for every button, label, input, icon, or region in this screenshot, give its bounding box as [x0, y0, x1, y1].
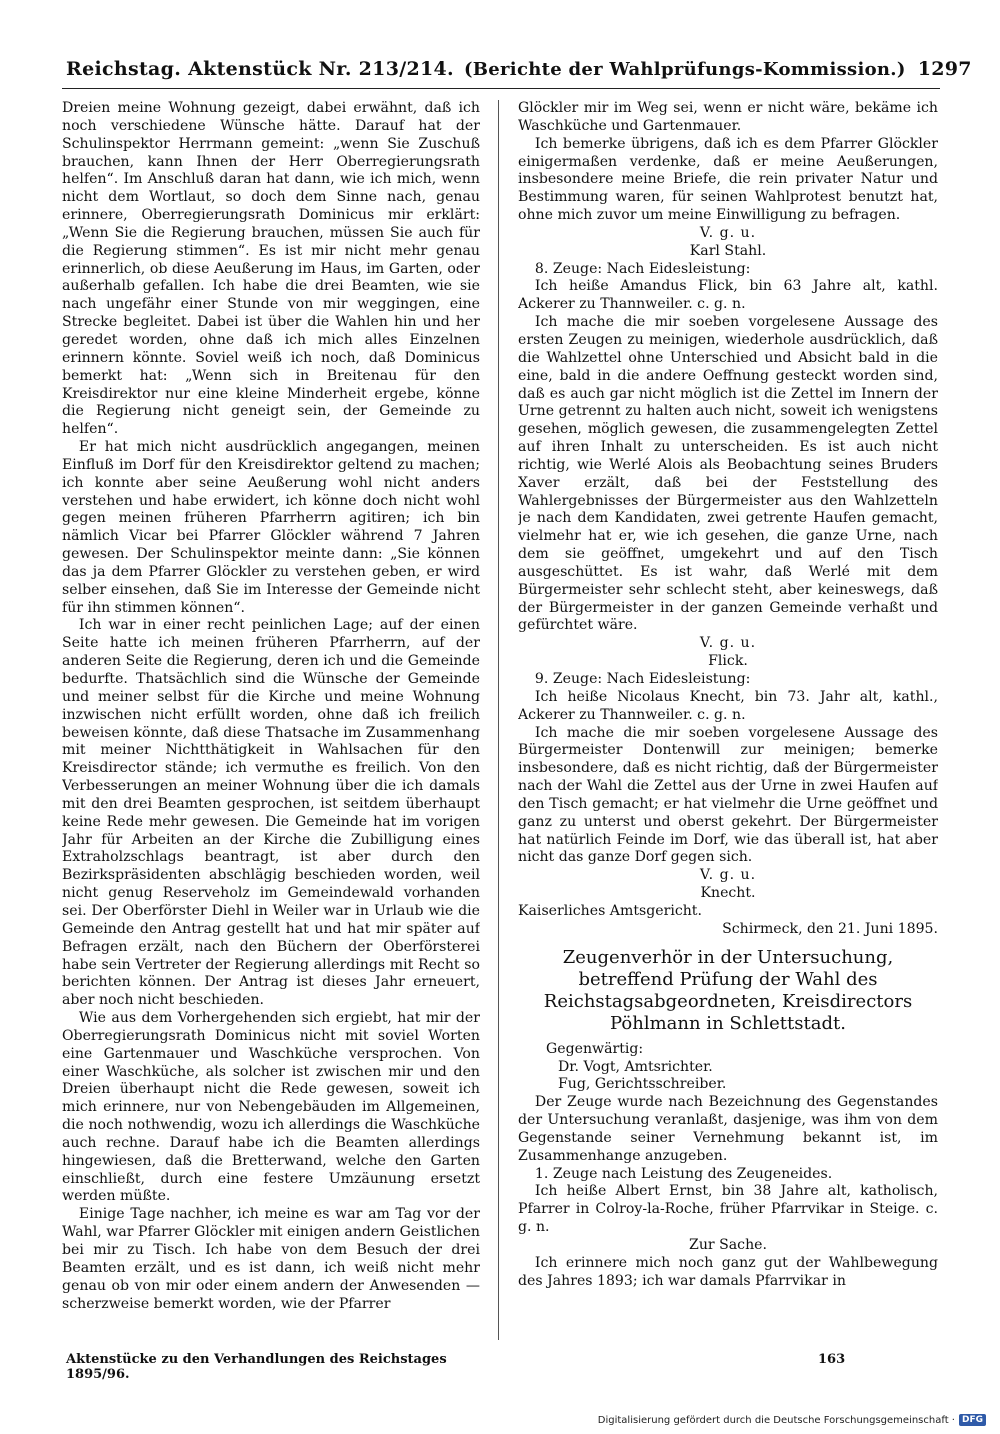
paragraph: Wie aus dem Vorhergehenden sich ergiebt, hat mir der Oberregierungsrath Dominicus nicht mit soviel Worten eine Gartenmauer und Waschküche versprochen. Von einer Waschküche, als solcher ist zwischen mir und den Dreien überhaupt nicht die Rede gewesen, soweit ich mich erinnere, nur von Nebengebäuden im Allgemeinen, die noch nothwendig, wozu ich allerdings die Waschküche auch rechne. Darauf habe ich die Beamten allerdings hingewiesen, daß die Bretterwand, welche den Garten einschließt, durch eine festere Umzäunung ersetzt werden müßte. [62, 1010, 480, 1205]
page-header [66, 58, 972, 84]
court-name: Kaiserliches Amtsgericht. [518, 902, 702, 919]
witness-heading: 8. Zeuge: Nach Eidesleistung: [534, 260, 751, 277]
dfg-logo-icon: DFG [959, 1414, 986, 1426]
credit-text: Digitalisierung gefördert durch die Deutsche Forschungsgemeinschaft · [597, 1414, 955, 1426]
header-subtitle: (Berichte der Wahlprüfungs-Kommission.) [463, 59, 906, 80]
signature: Flick. [708, 653, 748, 670]
witness-identity: Ich heiße Amandus Flick, bin 63 Jahre alt, kathl. Ackerer zu Thannweiler. c. g. n. [518, 278, 938, 313]
column-divider [498, 100, 499, 1340]
paragraph: Ich bemerke übrigens, daß ich es dem Pfarrer Glöckler einigermaßen verdenke, daß er meine Aeußerungen, insbesondere meine Briefe, die rein privater Natur und Bestimmung waren, für seinen Wahlprotest benutzt hat, ohne mich zuvor um meine Einwilligung zu befragen. [518, 135, 938, 224]
vgu-mark: V. g. u. [699, 867, 757, 884]
paragraph: Er hat mich nicht ausdrücklich angegangen, meinen Einfluß im Dorf für den Kreisdirektor geltend zu machen; ich konnte aber seine Aeußerung wohl nicht anders verstehen und habe erwidert, ich könne doch nicht wohl gegen meinen früheren Pfarrherrn agitiren; ich bin nämlich Vicar bei Pfarrer Glöckler während 7 Jahren gewesen. Der Schulinspektor meinte dann: „Sie können das ja dem Pfarrer Glöckler zu verstehen geben, er wird selber einsehen, daß Sie im Interesse der Gemeinde nicht für ihn stimmen können“. [62, 439, 480, 616]
header-rule [62, 88, 940, 89]
vgu-mark: V. g. u. [699, 224, 757, 241]
left-column [62, 100, 480, 1342]
section-heading: Zeugenverhör in der Untersuchung, betreffend Prüfung der Wahl des Reichstagsabgeordneten, Kreisdirectors Pöhlmann in Schlettstadt. [543, 946, 913, 1034]
signature-number: 163 [818, 1352, 846, 1367]
footer-note: Aktenstücke zu den Verhandlungen des Reichstages 1895/96. [66, 1352, 447, 1382]
witness-identity: Ich heiße Albert Ernst, bin 38 Jahre alt, katholisch, Pfarrer in Colroy-la-Roche, früher Pfarrvikar in Steige. c. g. n. [518, 1183, 938, 1236]
witness-heading: 1. Zeuge nach Leistung des Zeugeneides. [534, 1165, 833, 1182]
header-title: Reichstag. Aktenstück Nr. 213/214. [66, 58, 454, 80]
paragraph: Dreien meine Wohnung gezeigt, dabei erwähnt, daß ich noch verschiedene Wünsche hätte. Darauf hat der Schulinspektor Herrmann gemeint: „wenn Sie Zuschuß brauchen, kann Ihnen der Herr Oberregierungsrath helfen“. Im Anschluß daran hat dann, wie ich mich, wenn nicht dem Wortlaut, so doch dem Sinne nach, genau erinnere, Oberregierungsrath Dominicus mir erklärt: „Wenn Sie die Regierung brauchen, müssen Sie auch für die Regierung stimmen“. Es ist mir nicht mehr genau erinnerlich, ob diese Aeußerung im Haus, im Garten, oder außerhalb gefallen. Ich habe die drei Beamten, wie sie nach ungefähr einer Stunde von mir weggingen, eine Strecke begleitet. Dabei ist über die Wahlen hin und her geredet worden, ohne daß ich mich alles Einzelnen erinnern könnte. Soviel weiß ich noch, daß Dominicus bemerkt hat: „Wenn sich in Breitenau für den Kreisdirektor nur eine kleine Minderheit ergebe, könne die Regierung nicht geneigt sein, der Gemeinde zu helfen“. [62, 100, 480, 438]
signature: Knecht. [700, 885, 756, 902]
vgu-mark: V. g. u. [699, 635, 757, 652]
paragraph: Ich erinnere mich noch ganz gut der Wahlbewegung des Jahres 1893; ich war damals Pfarrvikar in [518, 1254, 938, 1289]
page-number: 1297 [917, 58, 972, 80]
paragraph: Ich mache die mir soeben vorgelesene Aussage des ersten Zeugen zu meinigen, wiederhole ausdrücklich, daß die Wahlzettel ohne Unterschied und Absicht bald in die eine, bald in die andere Oeffnung gesteckt worden sind, daß es auch gar nicht möglich ist die Zettel im Innern der Urne getrennt zu halten auch nicht, soweit ich wenigstens gesehen, möglich gewesen, die zusammengelegten Zettel auf ihren Inhalt zu unterscheiden. Es ist auch nicht richtig, wie Werlé Alois als Beobachtung seines Bruders Xaver erzält, daß bei der Feststellung des Wahlergebnisses der Bürgermeister aus den Wahlzetteln je nach dem Kandidaten, zwei getrente Haufen gemacht, vielmehr hat er, wie ich gesehen, die ganze Urne, nach dem sie geöffnet, umgekehrt und auf den Tisch ausgeschüttet. Es ist wahr, daß Werlé mit dem Bürgermeister sehr schlecht steht, aber keineswegs, daß der Bürgermeister in der ganzen Gemeinde verhaßt und gefürchtet wäre. [518, 314, 938, 634]
digitization-credit [598, 1414, 986, 1426]
present-label: Gegenwärtig: [546, 1040, 644, 1057]
present-person: Dr. Vogt, Amtsrichter. [558, 1058, 713, 1075]
paragraph: Einige Tage nachher, ich meine es war am Tag vor der Wahl, war Pfarrer Glöckler mit einigen andern Geistlichen bei mir zu Tisch. Ich habe von dem Besuch der drei Beamten erzält, und es ist dann, ich weiß nicht mehr genau ob von mir oder einem andern der Anwesenden — scherzweise bemerkt worden, wie der Pfarrer [62, 1206, 480, 1312]
witness-identity: Ich heiße Nicolaus Knecht, bin 73. Jahr alt, kathl., Ackerer zu Thannweiler. c. g. n. [518, 688, 938, 723]
witness-heading: 9. Zeuge: Nach Eidesleistung: [534, 671, 751, 687]
paragraph: Ich war in einer recht peinlichen Lage; auf der einen Seite hatte ich meinen früheren Pfarrherrn, auf der anderen Seite die Regierung, deren ich und die Gemeinde bedurfte. Thatsächlich sind die Wünsche der Gemeinde und meiner selbst für die Kirche und meine Wohnung inzwischen nicht erfüllt worden, ohne daß ich freilich beweisen könnte, daß diese Thatsache im Zusammenhang mit meiner Nichtthätigkeit in Wahlsachen für den Kreisdirector stände; ich vermuthe es freilich. Von den Verbesserungen an meiner Wohnung über die ich damals mit den drei Beamten gesprochen, ist seitdem überhaupt keine Rede mehr gewesen. Die Gemeinde hat im vorigen Jahr für Arbeiten an der Kirche die Zubilligung eines Extraholzschlags beantragt, ist aber durch den Bezirkspräsidenten abschlägig beschieden worden, weil nicht genug Reserveholz im Gemeindewald vorhanden sei. Der Oberförster Diehl in Weiler war in Urlaub wie die Gemeinde den Antrag gestellt hat und hat mir später auf Befragen erzält, nach den Büchern der Oberförsterei habe sein Vertreter der Regierung allerdings mit Recht so berichten können. Der Antrag ist dieses Jahr erneuert, aber noch nicht beschieden. [62, 617, 480, 1009]
subheading: Zur Sache. [689, 1236, 767, 1253]
signature: Karl Stahl. [689, 242, 767, 259]
paragraph: Ich mache die mir soeben vorgelesene Aussage des Bürgermeister Dontenwill zur meinigen; bemerke insbesondere, daß es nicht richtig, daß der Bürgermeister nach der Wahl die Zettel aus der Urne in zwei Haufen auf den Tisch gemacht; er hat vielmehr die Urne geöffnet und ganz zu unterst und oberst gekehrt. Der Bürgermeister hat natürlich Feinde im Dorf, wie das überall ist, hat aber nicht das ganze Dorf gegen sich. [518, 724, 938, 866]
present-person: Fug, Gerichtsschreiber. [558, 1076, 727, 1093]
place-date: Schirmeck, den 21. Juni 1895. [722, 920, 938, 937]
paragraph: Glöckler mir im Weg sei, wenn er nicht wäre, bekäme ich Waschküche und Gartenmauer. [518, 100, 938, 134]
paragraph: Der Zeuge wurde nach Bezeichnung des Gegenstandes der Untersuchung veranlaßt, dasjenige, was ihm von dem Gegenstande seiner Vernehmung bekannt ist, im Zusammenhange anzugeben. [518, 1094, 938, 1164]
right-column [518, 100, 938, 1342]
